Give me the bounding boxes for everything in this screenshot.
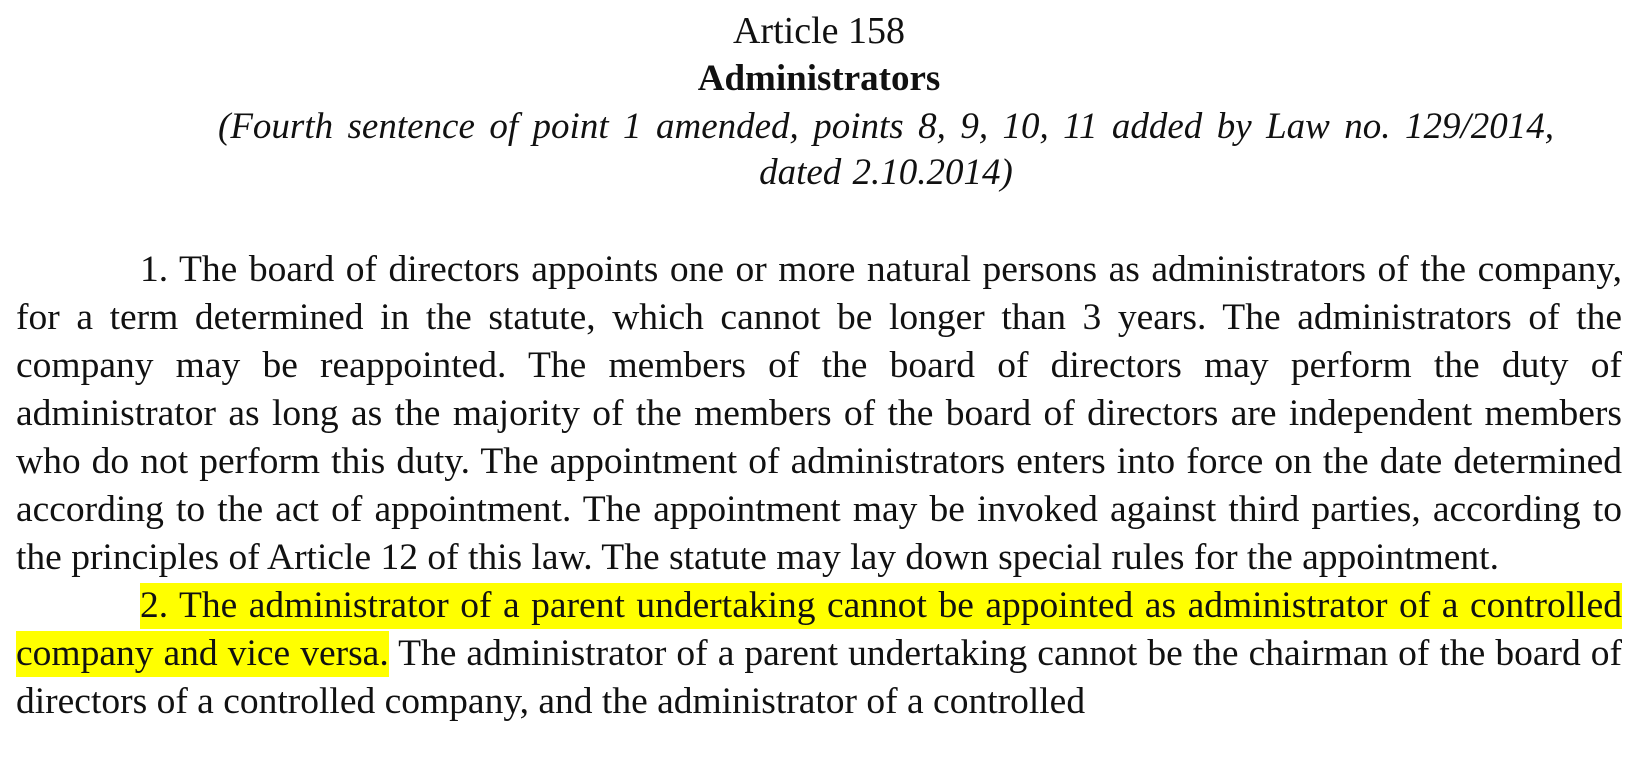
article-number: Article 158 (732, 10, 905, 52)
paragraph-2 (16, 582, 1622, 726)
amendment-note: (Fourth sentence of point 1 amended, points 8, 9, 10, 11 added by Law no. 129/2014, dated 2.10.2014) (218, 106, 1554, 193)
paragraph-2-continuation: The administrator of a parent undertaking cannot be the chairman of the board of directors of a controlled company, and the administrator of a controlled (16, 633, 1622, 722)
highlighted-text: 2. The administrator of a parent undertaking cannot be appointed as administrator of a controlled company and vice versa. (16, 583, 1622, 677)
paragraph-1: 1. The board of directors appoints one or more natural persons as administrators of the company, for a term determined in the statute, which cannot be longer than 3 years. The administrators of the company may be reappointed. The members of the board of directors may perform the duty of administrator as long as the majority of the members of the board of directors are independent members who do not perform this duty. The appointment of administrators enters into force on the date determined according to the act of appointment. The appointment may be invoked against third parties, according to the principles of Article 12 of this law. The statute may lay down special rules for the appointment. (16, 249, 1622, 578)
article-title: Administrators (697, 58, 941, 99)
article-body (16, 246, 1622, 726)
